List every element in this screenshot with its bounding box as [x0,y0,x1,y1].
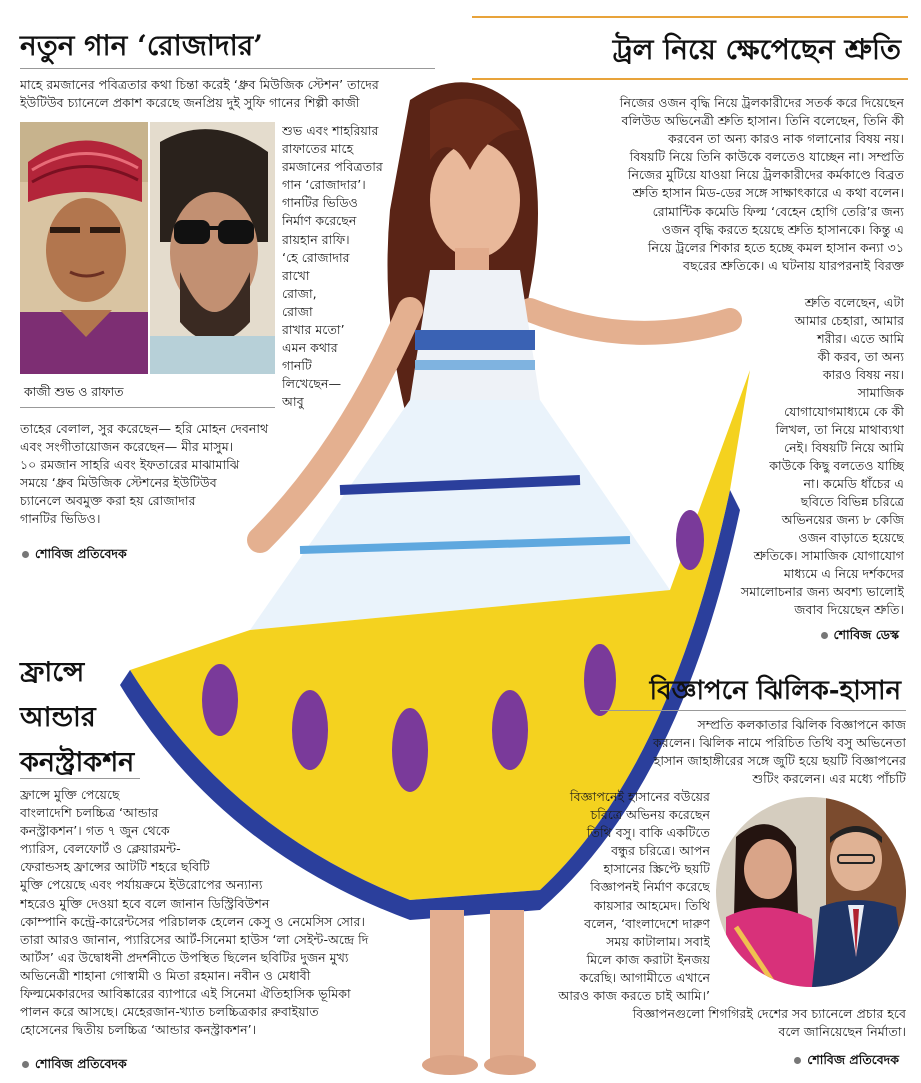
france-line: ফেরান্ডসহ ফ্রান্সের আটটি শহরে ছবিটি [20,859,210,875]
shruti-line: শরীর। এতে আমি [817,331,904,347]
shruti-line: নিজের মুটিয়ে যাওয়া নিয়ে ট্রলকারীদের কর্মকাণ্ডে বিব্রত [627,167,904,183]
rojadar-line: সময়ে ‘ধ্রুব মিউজিক স্টেশনের ইউটিউব [20,475,217,491]
jhilik-rule [600,710,906,711]
couple-portrait [716,797,906,987]
france-rule [20,778,140,779]
france-line: কোম্পানি কন্ট্রে-কারেন্টসের পরিচালক হেলেন কেসু ও নেমেসিস সোর। [20,913,365,929]
shruti-line: আমার চেহারা, আমার [794,313,904,329]
jhilik-line: বিজ্ঞাপনেই হাসানের বউয়ের [570,789,710,804]
jhilik-line: বন্ধুর চরিত্রে। আপন [611,843,710,859]
bullet-icon [794,1057,801,1064]
rojadar-headline: নতুন গান ‘রোজাদার’ [20,29,263,62]
jhilik-line: বলে জানিয়েছেন নির্মাতা। [778,1024,906,1040]
france-line: মুক্তি পেয়েছে এবং পর্যায়ক্রমে ইউরোপের অন্যান্য [20,877,263,893]
shruti-body-tail [640,547,904,619]
shruti-line: শ্রুতিকে। সামাজিক যোগাযোগ [753,548,904,563]
rojadar-line: রায়হান রাফি। [282,231,350,247]
jhilik-line: বলেন, ‘বাংলাদেশে দারুণ [584,915,710,931]
jhilik-line: সময় কাটালাম। সবাই [606,933,710,949]
france-headline-line: কনস্ট্রাকশন [20,747,135,778]
shruti-line: অভিনয়ের জন্য ৮ কেজি [781,512,904,528]
france-line: ফিল্মমেকারদের আবিষ্কারের ব্যাপারে এই সিনেমা ঐতিহাসিক ভূমিকা [20,986,351,1002]
shruti-line: বলিউড অভিনেত্রী শ্রুতি হাসান। তিনি বলেছেন, তিনি কী [621,113,904,129]
jhilik-byline [794,1052,899,1072]
rojadar-line: এমন কথার [282,340,338,356]
bullet-icon [22,1061,29,1068]
jhilik-line: করলেন। ঝিলিক নামে পরিচিত তিথি বসু অভিনেতা [652,735,906,751]
rojadar-line: রাখো [282,267,310,283]
rojadar-line: রাফাতের মাহে [282,141,354,157]
jhilik-byline-text: শোবিজ প্রতিবেদক [807,1052,899,1067]
rojadar-line: এবং সংগীতায়োজন করেছেন— মীর মাসুম। [20,439,234,455]
shruti-line: ছবিতে বিভিন্ন চরিত্রে [800,494,904,510]
rojadar-line: ‘হে রোজাদার [282,249,350,265]
rojadar-line: চ্যানেলে অবমুক্ত করা হয় রোজাদার [20,493,196,509]
france-line: ফ্রান্সে মুক্তি পেয়েছে [20,787,120,802]
shruti-line: শ্রুতি বলেছেন, এটা [804,295,904,310]
france-line: অভিনেত্রী শাহানা গোস্বামী ও মিতা রহমান। নবীন ও মেধাবী [20,967,311,983]
rojadar-line: ১০ রমজান সাহরি এবং ইফতারের মাঝামাঝি [20,457,240,473]
shruti-line: কী করব, তা অন্য [817,349,904,365]
shruti-line: শ্রুতি হাসান মিড-ডের সঙ্গে সাক্ষাৎকারে এ কথা বলেন। [632,185,904,201]
france-body [20,786,490,1039]
shruti-line: বিষয়টি নিয়ে তিনি কাউকে বলতেও যাচ্ছেন না। সম্প্রতি [629,149,904,165]
rojadar-line: গান ‘রোজাদার’। [282,177,366,193]
jhilik-body [560,716,906,788]
jhilik-line: বিজ্ঞাপনগুলো শিগগিরই দেশের সব চ্যানেলে প্রচার হবে [632,1006,906,1021]
france-byline [22,1056,127,1076]
france-line: প্যারিস, বেলফোর্ট ও ক্লেয়ারমন্ট- [20,841,181,857]
shruti-line: জবাব দিয়েছেন শ্রুতি। [794,602,904,618]
rojadar-line: রমজানের পবিত্রতার [282,159,383,175]
france-headline [20,650,134,785]
jhilik-headline: বিজ্ঞাপনে ঝিলিক-হাসান [649,676,901,706]
rojadar-photo-caption: কাজী শুভ ও রাফাত [24,385,124,399]
rojadar-line: তাহের বেলাল, সুর করেছেন— হরি মোহন দেবনাথ [20,421,269,436]
shruti-body [570,94,904,275]
jhilik-line: আরও কাজ করতে চাই আমি।’ [558,988,710,1004]
shruti-line: নেই। বিষয়টি নিয়ে আমি [783,439,904,455]
bullet-icon [22,551,29,558]
shruti-line: লিখল, তা নিয়ে মাথাব্যথা [775,421,904,437]
rojadar-rule [20,68,435,69]
shruti-bottom-rule [472,78,908,80]
shruti-line: নিজের ওজন বৃদ্ধি নিয়ে ট্রলকারীদের সতর্ক করে দিয়েছেন [619,95,904,110]
rojadar-line: লিখেছেন— [282,376,342,392]
shruti-line: মাধ্যমে এ নিয়ে দর্শকদের [783,566,904,582]
france-line: শহরেও মুক্তি দেওয়া হবে বলে জানান ডিস্ট্রিবিউশন [20,895,270,911]
shruti-line: রোমান্টিক কমেডি ফিল্ম ‘বেহেন হোগি তেরি’র জন্য [652,203,904,219]
jhilik-line: করেছি। আগামীতে এখানে [579,969,710,985]
shruti-line: ওজন বাড়াতে হয়েছে [798,530,904,546]
photo-jhilik-hasan [716,797,906,987]
rojadar-line: নির্মাণ করেছেন [282,213,357,229]
jhilik-line: বিজ্ঞাপনই নির্মাণ করেছে [590,879,710,895]
rojadar-line: রোজা [282,303,313,319]
france-headline-line: আন্ডার [20,702,96,733]
jhilik-line: সম্প্রতি কলকাতার ঝিলিক বিজ্ঞাপনে কাজ [697,717,906,732]
shruti-line: নিয়ে ট্রলের শিকার হতে হচ্ছে কমল হাসান কন্যা ৩১ [647,239,904,255]
shruti-line: সামাজিক [857,385,904,401]
jhilik-line: চরিত্রে অভিনয় করেছেন [590,807,710,823]
shruti-line: করবেন তা অন্য কারও নাক গলানোর বিষয় নয়। [667,131,904,147]
jhilik-line: শুটিং করলেন। এর মধ্যে পাঁচটি [752,771,906,787]
france-line: বাংলাদেশি চলচ্চিত্র ‘আন্ডার [20,805,159,821]
shruti-line: বছরের শ্রুতিকে। এ ঘটনায় যারপরনাই বিরক্ত [683,257,904,273]
rojadar-line: গানটির ভিডিও [282,195,358,211]
shruti-top-rule [472,16,908,18]
rojadar-line: আবু [282,394,304,410]
jhilik-line: হাসানের স্ক্রিপ্টে ছয়টি [603,861,710,877]
shruti-byline [821,627,899,647]
shruti-headline: ট্রল নিয়ে ক্ষেপেছেন শ্রুতি [612,33,901,66]
shruti-body-narrow [690,294,904,547]
rojadar-line: রোজা, [282,285,317,301]
shruti-line: কারও বিষয় নয়। [822,367,904,383]
jhilik-line: তিথি বসু। বাকি একটিতে [586,825,710,841]
france-line: কনস্ট্রাকশন’। গত ৭ জুন থেকে [20,823,170,839]
jhilik-end [520,1005,906,1041]
rojadar-line: ইউটিউব চ্যানেলে প্রকাশ করেছে জনপ্রিয় দুই সুফি গানের শিল্পী কাজী [20,95,360,111]
shruti-byline-text: শোবিজ ডেস্ক [833,627,899,642]
france-line: তারা আরও জানান, প্যারিসের আর্ট-সিনেমা হাউস ‘লা সেইন্ট-অন্দ্রে দি [20,931,369,947]
france-line: পালন করে আসছে। মেহেরজান-খ্যাত চলচ্চিত্রকার রুবাইয়াত [20,1004,319,1020]
france-line: আর্টস’ এর উদ্বোধনী প্রদর্শনীতে উপস্থিত ছিলেন ছবিটির দুজন মুখ্য [20,949,349,965]
rojadar-byline-text: শোবিজ প্রতিবেদক [35,546,127,561]
france-byline-text: শোবিজ প্রতিবেদক [35,1056,127,1071]
bullet-icon [821,632,828,639]
rojadar-line: মাহে রমজানের পবিত্রতার কথা চিন্তা করেই ‘ধ্রুব মিউজিক স্টেশন’ তাদের [20,77,379,92]
jhilik-side-column [550,788,710,1005]
rojadar-line: গানটির ভিডিও। [20,511,101,527]
jhilik-line: মিলে কাজ করাটা ইনজয় [586,951,710,967]
rojadar-line: শুভ এবং শাহরিয়ার [282,123,379,138]
france-line: হোসেনের দ্বিতীয় চলচ্চিত্র ‘আন্ডার কনস্ট্রাকশন’। [20,1022,257,1038]
jhilik-line: কায়সার আহমেদ। তিথি [593,897,710,913]
shruti-line: ওজন বৃদ্ধি করতে হয়েছে শ্রুতি হাসানকে। কিন্তু এ [661,221,904,237]
rojadar-line: গানটি [282,358,312,374]
shruti-line: যোগাযোগমাধ্যমে কে কী [784,403,904,419]
shruti-line: কাউকে কিছু বলতেও যাচ্ছি [769,457,904,473]
jhilik-line: হাসান জাহাঙ্গীরের সঙ্গে জুটি হয়ে ছয়টি বিজ্ঞাপনের [653,753,906,769]
rojadar-line: রাখার মতো’ [282,322,345,338]
shruti-line: সমালোচনার জন্য অবশ্য ভালোই [740,584,904,600]
shruti-line: না। কমেডি ধাঁচের এ [803,475,904,491]
france-headline-line: ফ্রান্সে [20,657,85,688]
